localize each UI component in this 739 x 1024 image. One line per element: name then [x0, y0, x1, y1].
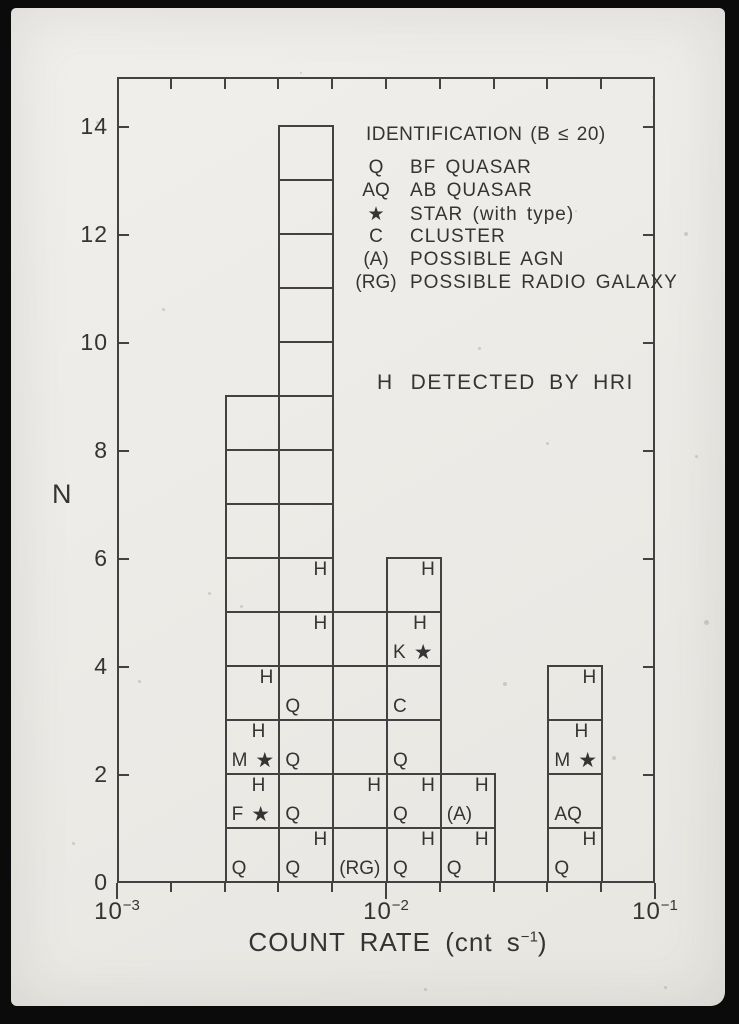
hri-mark: H: [421, 829, 435, 850]
histogram-cell: [332, 773, 388, 829]
x-tick-label: [632, 897, 678, 926]
x-tick-exponent: −3: [122, 897, 140, 914]
y-right-tick: [643, 234, 653, 236]
histogram-cell: [278, 503, 334, 559]
hri-mark: H: [582, 829, 597, 850]
histogram-cell: [332, 827, 388, 883]
x-top-tick: [600, 79, 602, 89]
x-top-tick: [331, 79, 333, 89]
cell-id: [393, 696, 407, 718]
histogram-cell: [386, 827, 442, 883]
y-right-tick: [643, 774, 653, 776]
y-axis-label: N: [52, 479, 72, 509]
y-tick-label: 12: [80, 221, 108, 247]
cell-id-label: (A): [446, 804, 473, 825]
y-tick-label: 14: [80, 113, 108, 139]
histogram-cell: [225, 503, 281, 559]
histogram-cell: [278, 125, 334, 181]
histogram-cell: [278, 233, 334, 289]
cell-id-label: M: [554, 750, 571, 771]
hri-mark: H: [313, 829, 328, 850]
y-right-tick: [643, 450, 653, 452]
cell-id-label: AQ: [554, 804, 582, 825]
cell-id: [393, 642, 433, 664]
histogram-cell: [225, 449, 281, 505]
hri-mark: H: [474, 775, 489, 796]
y-right-tick: [643, 558, 653, 560]
scan-speck: [300, 72, 302, 74]
hri-mark: H: [421, 775, 435, 796]
y-left-tick: [119, 774, 129, 776]
cell-id-label: F: [231, 804, 244, 825]
hri-mark: H: [251, 775, 266, 796]
cell-id-label: Q: [554, 858, 570, 879]
x-bottom-tick: [546, 883, 548, 892]
cell-id-label: (RG): [339, 858, 381, 879]
histogram-cell: [278, 449, 334, 505]
legend-item: [351, 226, 506, 248]
legend-symbol: AQ: [362, 180, 390, 201]
histogram-cell: [332, 665, 388, 721]
y-tick-label: 8: [94, 437, 108, 463]
hri-mark: H: [313, 559, 328, 580]
hri-mark: H: [367, 775, 381, 796]
histogram-cell: [386, 557, 442, 613]
x-top-tick: [170, 79, 172, 89]
x-top-tick: [439, 79, 441, 89]
cell-id: [232, 750, 275, 772]
scan-speck: [424, 988, 427, 991]
histogram-cell: [225, 665, 281, 721]
cell-id: [393, 804, 408, 826]
histogram-cell: [225, 827, 281, 883]
legend-item: [351, 249, 564, 271]
hri-mark: H: [259, 667, 274, 688]
scan-speck: [138, 680, 141, 683]
cell-id: [285, 858, 300, 880]
legend-title: IDENTIFICATION (B ≤ 20): [366, 124, 606, 145]
cell-id: [232, 858, 247, 880]
histogram-cell: [225, 395, 281, 451]
histogram-cell: [278, 827, 334, 883]
x-top-tick: [224, 79, 226, 89]
cell-id-label: M: [231, 750, 248, 771]
histogram-cell: [440, 773, 496, 829]
cell-id-label: Q: [231, 858, 247, 879]
hri-mark: H: [582, 667, 597, 688]
hri-note: [377, 371, 634, 395]
histogram-cell: [386, 665, 442, 721]
legend-label: CLUSTER: [410, 226, 506, 247]
hri-note-symbol: H: [377, 371, 394, 394]
histogram-cell: [278, 557, 334, 613]
x-tick-base: 10: [94, 898, 123, 925]
cell-id: [554, 750, 597, 772]
histogram-cell: [278, 665, 334, 721]
scan-speck: [503, 682, 507, 686]
x-bottom-tick: [224, 883, 226, 892]
hri-note-text: DETECTED BY HRI: [410, 371, 634, 394]
y-left-tick: [119, 126, 129, 128]
histogram-cell: [225, 719, 281, 775]
histogram-cell: [278, 611, 334, 667]
x-top-tick: [385, 79, 387, 89]
star-icon: ★: [413, 641, 433, 664]
histogram-cell: [332, 611, 388, 667]
scan-speck: [208, 592, 211, 595]
cell-id: [285, 750, 300, 772]
cell-id-label: Q: [285, 750, 301, 771]
legend-label: AB QUASAR: [410, 180, 533, 201]
x-axis-label-exponent: −1: [520, 928, 538, 946]
cell-id: [393, 858, 408, 880]
histogram-cell: [225, 773, 281, 829]
y-left-tick: [119, 234, 129, 236]
x-bottom-tick: [439, 883, 441, 892]
hri-mark: H: [313, 613, 328, 634]
histogram-cell: [440, 827, 496, 883]
cell-id: [339, 858, 380, 880]
legend-label: POSSIBLE RADIO GALAXY: [410, 272, 678, 293]
histogram-cell: [278, 287, 334, 343]
scan-speck: [478, 347, 481, 350]
histogram-cell: [386, 719, 442, 775]
histogram-cell: [225, 611, 281, 667]
y-tick-label: 4: [94, 653, 108, 679]
x-tick-label: [94, 897, 140, 926]
scan-speck: [96, 121, 99, 124]
cell-id-label: Q: [285, 804, 301, 825]
scan-speck: [652, 96, 654, 98]
hri-mark: H: [413, 613, 427, 634]
legend-symbol: (A): [363, 249, 389, 270]
x-top-tick: [493, 79, 495, 89]
x-bottom-tick: [170, 883, 172, 892]
histogram-cell: [547, 665, 603, 721]
histogram-cell: [547, 827, 603, 883]
x-axis-label-text: COUNT RATE (cnt s: [248, 927, 521, 957]
histogram-cell: [386, 773, 442, 829]
scan-speck: [612, 756, 616, 760]
histogram-cell: [278, 395, 334, 451]
y-tick-label: 2: [94, 761, 108, 787]
cell-id: [554, 858, 569, 880]
cell-id-label: C: [393, 696, 407, 717]
histogram-cell: [547, 719, 603, 775]
legend-item: [351, 157, 532, 179]
scan-speck: [575, 210, 577, 212]
star-icon: ★: [251, 803, 271, 826]
y-right-tick: [643, 126, 653, 128]
x-tick-base: 10: [363, 898, 392, 925]
x-top-tick: [546, 79, 548, 89]
cell-id-label: Q: [393, 750, 408, 771]
legend-symbol: Q: [368, 157, 384, 178]
cell-id-label: Q: [285, 858, 301, 879]
legend-symbol: C: [369, 226, 383, 247]
y-left-tick: [119, 450, 129, 452]
histogram-cell: [332, 719, 388, 775]
histogram-cell: [386, 611, 442, 667]
y-left-tick: [119, 558, 129, 560]
scan-speck: [704, 620, 709, 625]
legend-item: [351, 180, 533, 202]
x-top-tick: [277, 79, 279, 89]
x-axis-label-close: ): [537, 927, 548, 957]
x-tick-label: [363, 897, 409, 926]
cell-id: [285, 696, 300, 718]
scan-speck: [162, 308, 165, 311]
scan-speck: [684, 232, 688, 236]
cell-id: [447, 804, 472, 826]
cell-id: [285, 804, 300, 826]
y-right-tick: [643, 666, 653, 668]
cell-id: [232, 804, 270, 826]
hri-mark: H: [251, 721, 266, 742]
scan-speck: [240, 605, 243, 608]
x-tick-exponent: −2: [391, 897, 409, 914]
histogram-cell: [278, 773, 334, 829]
x-axis-label: [248, 927, 547, 958]
legend-item: [351, 272, 678, 294]
cell-id: [393, 750, 408, 772]
histogram-cell: [225, 557, 281, 613]
cell-id-label: K: [393, 642, 406, 663]
hri-mark: H: [421, 559, 435, 580]
legend-label: POSSIBLE AGN: [410, 249, 565, 270]
legend-label: BF QUASAR: [410, 157, 532, 178]
cell-id: [447, 858, 462, 880]
cell-id-label: Q: [393, 858, 408, 879]
star-icon: ★: [578, 749, 598, 772]
cell-id: [554, 804, 581, 826]
y-left-tick: [119, 666, 129, 668]
histogram-cell: [278, 341, 334, 397]
y-left-tick: [119, 342, 129, 344]
cell-id-label: Q: [446, 858, 462, 879]
legend-item: [351, 203, 574, 226]
star-icon: ★: [255, 749, 275, 772]
x-bottom-tick: [331, 883, 333, 892]
scan-speck: [546, 442, 549, 445]
x-bottom-tick: [277, 883, 279, 892]
y-right-tick: [643, 342, 653, 344]
histogram-cell: [278, 179, 334, 235]
scan-speck: [695, 455, 698, 458]
cell-id-label: Q: [285, 696, 301, 717]
y-tick-label: 0: [94, 869, 108, 895]
y-tick-label: 6: [94, 545, 108, 571]
legend-symbol: (RG): [355, 272, 397, 293]
scan-speck: [72, 842, 75, 845]
cell-id-label: Q: [393, 804, 408, 825]
x-bottom-tick: [493, 883, 495, 892]
hri-mark: H: [474, 829, 489, 850]
histogram-cell: [547, 773, 603, 829]
x-tick-exponent: −1: [660, 897, 678, 914]
x-bottom-tick: [600, 883, 602, 892]
star-icon: ★: [367, 204, 385, 225]
histogram-cell: [278, 719, 334, 775]
y-tick-label: 10: [80, 329, 108, 355]
hri-mark: H: [574, 721, 589, 742]
scan-speck: [664, 986, 667, 989]
x-tick-base: 10: [632, 898, 661, 925]
legend-label: STAR (with type): [410, 204, 575, 225]
